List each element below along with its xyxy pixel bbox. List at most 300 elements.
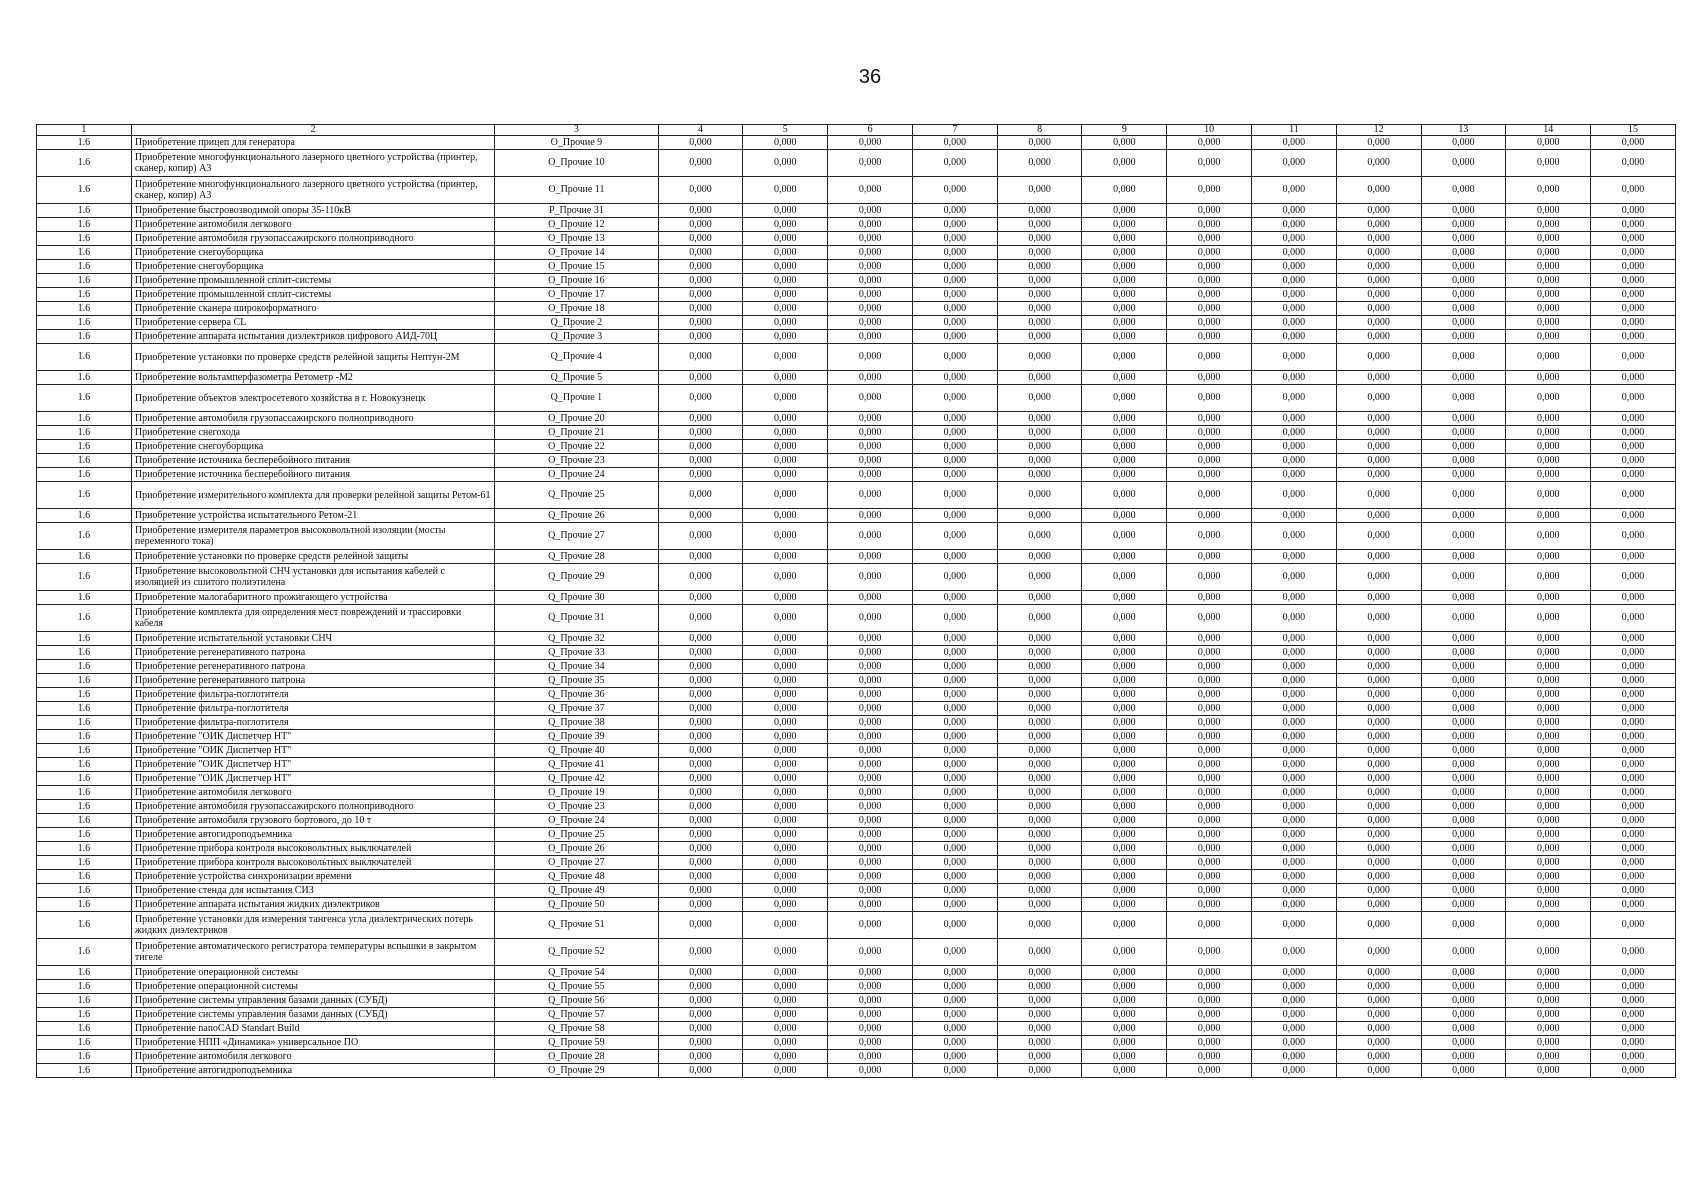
value-cell: 0,000 <box>828 716 913 730</box>
value-cell: 0,000 <box>1252 716 1337 730</box>
item-code-cell: О_Прочие 28 <box>495 1050 658 1064</box>
value-cell: 0,000 <box>743 814 828 828</box>
table-row <box>37 246 1676 260</box>
value-cell: 0,000 <box>997 218 1082 232</box>
item-code-cell: Q_Прочие 57 <box>495 1008 658 1022</box>
table-row <box>37 744 1676 758</box>
value-cell: 0,000 <box>1336 344 1421 371</box>
row-index-cell: 1.6 <box>37 218 132 232</box>
value-cell: 0,000 <box>743 884 828 898</box>
item-name-cell: Приобретение сервера CL <box>131 316 494 330</box>
value-cell: 0,000 <box>658 246 743 260</box>
table-row <box>37 274 1676 288</box>
value-cell: 0,000 <box>828 842 913 856</box>
item-name-cell: Приобретение устройства синхронизации времени <box>131 870 494 884</box>
value-cell: 0,000 <box>912 1064 997 1078</box>
value-cell: 0,000 <box>1506 1008 1591 1022</box>
value-cell: 0,000 <box>743 204 828 218</box>
value-cell: 0,000 <box>997 344 1082 371</box>
table-row <box>37 772 1676 786</box>
value-cell: 0,000 <box>1421 454 1506 468</box>
value-cell: 0,000 <box>1591 632 1676 646</box>
value-cell: 0,000 <box>1336 591 1421 605</box>
item-code-cell: О_Прочие 19 <box>495 786 658 800</box>
value-cell: 0,000 <box>1082 1050 1167 1064</box>
row-index-cell: 1.6 <box>37 884 132 898</box>
row-index-cell: 1.6 <box>37 980 132 994</box>
value-cell: 0,000 <box>1591 1008 1676 1022</box>
value-cell: 0,000 <box>828 1008 913 1022</box>
value-cell: 0,000 <box>1506 786 1591 800</box>
value-cell: 0,000 <box>743 371 828 385</box>
value-cell: 0,000 <box>1506 150 1591 177</box>
value-cell: 0,000 <box>1167 454 1252 468</box>
value-cell: 0,000 <box>1506 660 1591 674</box>
table-row <box>37 371 1676 385</box>
value-cell: 0,000 <box>1336 426 1421 440</box>
value-cell: 0,000 <box>658 385 743 412</box>
item-name-cell: Приобретение снегоуборщика <box>131 260 494 274</box>
item-code-cell: Q_Прочие 4 <box>495 344 658 371</box>
value-cell: 0,000 <box>1082 1022 1167 1036</box>
value-cell: 0,000 <box>1591 842 1676 856</box>
value-cell: 0,000 <box>997 371 1082 385</box>
value-cell: 0,000 <box>743 426 828 440</box>
value-cell: 0,000 <box>658 371 743 385</box>
item-name-cell: Приобретение комплекта для определения мест повреждений и трассировки кабеля <box>131 605 494 632</box>
value-cell: 0,000 <box>1336 274 1421 288</box>
value-cell: 0,000 <box>1336 939 1421 966</box>
value-cell: 0,000 <box>1336 758 1421 772</box>
row-index-cell: 1.6 <box>37 1036 132 1050</box>
value-cell: 0,000 <box>743 856 828 870</box>
value-cell: 0,000 <box>997 674 1082 688</box>
row-index-cell: 1.6 <box>37 1064 132 1078</box>
value-cell: 0,000 <box>1421 1008 1506 1022</box>
value-cell: 0,000 <box>658 454 743 468</box>
value-cell: 0,000 <box>1506 412 1591 426</box>
value-cell: 0,000 <box>1082 772 1167 786</box>
table-row <box>37 344 1676 371</box>
value-cell: 0,000 <box>743 716 828 730</box>
row-index-cell: 1.6 <box>37 842 132 856</box>
item-name-cell: Приобретение многофункционального лазерного цветного устройства (принтер, сканер, копир) А3 <box>131 177 494 204</box>
row-index-cell: 1.6 <box>37 344 132 371</box>
value-cell: 0,000 <box>658 674 743 688</box>
value-cell: 0,000 <box>997 468 1082 482</box>
value-cell: 0,000 <box>1336 564 1421 591</box>
value-cell: 0,000 <box>743 564 828 591</box>
value-cell: 0,000 <box>912 758 997 772</box>
value-cell: 0,000 <box>1421 288 1506 302</box>
value-cell: 0,000 <box>1336 482 1421 509</box>
value-cell: 0,000 <box>828 994 913 1008</box>
value-cell: 0,000 <box>997 454 1082 468</box>
value-cell: 0,000 <box>743 605 828 632</box>
item-name-cell: Приобретение снегохода <box>131 426 494 440</box>
value-cell: 0,000 <box>658 177 743 204</box>
item-code-cell: О_Прочие 20 <box>495 412 658 426</box>
value-cell: 0,000 <box>1082 884 1167 898</box>
value-cell: 0,000 <box>1421 994 1506 1008</box>
value-cell: 0,000 <box>828 744 913 758</box>
item-name-cell: Приобретение прибора контроля высоковольтных выключателей <box>131 856 494 870</box>
value-cell: 0,000 <box>912 898 997 912</box>
row-index-cell: 1.6 <box>37 828 132 842</box>
value-cell: 0,000 <box>743 632 828 646</box>
value-cell: 0,000 <box>1082 1064 1167 1078</box>
value-cell: 0,000 <box>1252 772 1337 786</box>
value-cell: 0,000 <box>1591 564 1676 591</box>
value-cell: 0,000 <box>658 688 743 702</box>
value-cell: 0,000 <box>1082 870 1167 884</box>
value-cell: 0,000 <box>1082 260 1167 274</box>
item-code-cell: Q_Прочие 50 <box>495 898 658 912</box>
value-cell: 0,000 <box>912 1008 997 1022</box>
item-code-cell: О_Прочие 23 <box>495 454 658 468</box>
value-cell: 0,000 <box>1167 136 1252 150</box>
value-cell: 0,000 <box>1167 523 1252 550</box>
table-row <box>37 412 1676 426</box>
value-cell: 0,000 <box>1591 150 1676 177</box>
value-cell: 0,000 <box>912 1036 997 1050</box>
table-row <box>37 468 1676 482</box>
column-header: 11 <box>1252 125 1337 136</box>
row-index-cell: 1.6 <box>37 856 132 870</box>
item-name-cell: Приобретение операционной системы <box>131 980 494 994</box>
value-cell: 0,000 <box>1421 426 1506 440</box>
value-cell: 0,000 <box>1167 288 1252 302</box>
value-cell: 0,000 <box>997 150 1082 177</box>
value-cell: 0,000 <box>1252 177 1337 204</box>
row-index-cell: 1.6 <box>37 454 132 468</box>
value-cell: 0,000 <box>1506 939 1591 966</box>
value-cell: 0,000 <box>1167 218 1252 232</box>
value-cell: 0,000 <box>828 246 913 260</box>
value-cell: 0,000 <box>997 730 1082 744</box>
value-cell: 0,000 <box>828 523 913 550</box>
value-cell: 0,000 <box>1336 856 1421 870</box>
value-cell: 0,000 <box>1082 426 1167 440</box>
value-cell: 0,000 <box>997 980 1082 994</box>
value-cell: 0,000 <box>997 660 1082 674</box>
value-cell: 0,000 <box>1591 856 1676 870</box>
value-cell: 0,000 <box>1336 150 1421 177</box>
value-cell: 0,000 <box>1506 591 1591 605</box>
value-cell: 0,000 <box>1336 1022 1421 1036</box>
value-cell: 0,000 <box>658 912 743 939</box>
value-cell: 0,000 <box>743 912 828 939</box>
value-cell: 0,000 <box>1167 980 1252 994</box>
value-cell: 0,000 <box>828 702 913 716</box>
value-cell: 0,000 <box>1421 646 1506 660</box>
value-cell: 0,000 <box>1252 980 1337 994</box>
table-row <box>37 994 1676 1008</box>
value-cell: 0,000 <box>1421 966 1506 980</box>
value-cell: 0,000 <box>743 1036 828 1050</box>
value-cell: 0,000 <box>1591 884 1676 898</box>
value-cell: 0,000 <box>1167 716 1252 730</box>
value-cell: 0,000 <box>1591 371 1676 385</box>
item-code-cell: О_Прочие 26 <box>495 842 658 856</box>
value-cell: 0,000 <box>1082 1036 1167 1050</box>
column-header: 4 <box>658 125 743 136</box>
table-row <box>37 288 1676 302</box>
value-cell: 0,000 <box>1082 468 1167 482</box>
value-cell: 0,000 <box>1506 246 1591 260</box>
item-name-cell: Приобретение автомобиля грузопассажирского полноприводного <box>131 412 494 426</box>
value-cell: 0,000 <box>1252 482 1337 509</box>
value-cell: 0,000 <box>743 316 828 330</box>
table-row <box>37 660 1676 674</box>
value-cell: 0,000 <box>1082 302 1167 316</box>
value-cell: 0,000 <box>1506 688 1591 702</box>
table-row <box>37 758 1676 772</box>
table-row <box>37 330 1676 344</box>
item-code-cell: Q_Прочие 34 <box>495 660 658 674</box>
value-cell: 0,000 <box>828 828 913 842</box>
item-code-cell: Q_Прочие 51 <box>495 912 658 939</box>
value-cell: 0,000 <box>1336 1008 1421 1022</box>
value-cell: 0,000 <box>1082 412 1167 426</box>
value-cell: 0,000 <box>912 912 997 939</box>
value-cell: 0,000 <box>1336 772 1421 786</box>
item-name-cell: Приобретение прибора контроля высоковольтных выключателей <box>131 842 494 856</box>
value-cell: 0,000 <box>912 426 997 440</box>
value-cell: 0,000 <box>912 800 997 814</box>
table-row <box>37 980 1676 994</box>
item-name-cell: Приобретение "ОИК Диспетчер НТ" <box>131 744 494 758</box>
value-cell: 0,000 <box>1252 632 1337 646</box>
value-cell: 0,000 <box>912 136 997 150</box>
value-cell: 0,000 <box>1421 800 1506 814</box>
value-cell: 0,000 <box>828 330 913 344</box>
value-cell: 0,000 <box>1082 523 1167 550</box>
value-cell: 0,000 <box>1421 744 1506 758</box>
value-cell: 0,000 <box>1252 939 1337 966</box>
value-cell: 0,000 <box>658 509 743 523</box>
value-cell: 0,000 <box>1082 204 1167 218</box>
item-name-cell: Приобретение автомобиля легкового <box>131 1050 494 1064</box>
value-cell: 0,000 <box>1252 646 1337 660</box>
value-cell: 0,000 <box>1167 744 1252 758</box>
value-cell: 0,000 <box>1167 632 1252 646</box>
table-row <box>37 1036 1676 1050</box>
column-header: 14 <box>1506 125 1591 136</box>
value-cell: 0,000 <box>912 177 997 204</box>
table-row <box>37 1050 1676 1064</box>
value-cell: 0,000 <box>997 330 1082 344</box>
value-cell: 0,000 <box>1336 884 1421 898</box>
item-code-cell: Q_Прочие 28 <box>495 550 658 564</box>
value-cell: 0,000 <box>658 730 743 744</box>
column-header: 9 <box>1082 125 1167 136</box>
value-cell: 0,000 <box>828 1064 913 1078</box>
value-cell: 0,000 <box>912 856 997 870</box>
item-code-cell: О_Прочие 14 <box>495 246 658 260</box>
value-cell: 0,000 <box>1421 371 1506 385</box>
value-cell: 0,000 <box>1421 385 1506 412</box>
value-cell: 0,000 <box>1167 966 1252 980</box>
value-cell: 0,000 <box>997 523 1082 550</box>
table-row <box>37 509 1676 523</box>
column-header: 3 <box>495 125 658 136</box>
value-cell: 0,000 <box>658 994 743 1008</box>
value-cell: 0,000 <box>658 591 743 605</box>
value-cell: 0,000 <box>1336 660 1421 674</box>
value-cell: 0,000 <box>743 758 828 772</box>
value-cell: 0,000 <box>828 177 913 204</box>
value-cell: 0,000 <box>912 1022 997 1036</box>
value-cell: 0,000 <box>743 1050 828 1064</box>
item-code-cell: Q_Прочие 29 <box>495 564 658 591</box>
value-cell: 0,000 <box>1082 912 1167 939</box>
value-cell: 0,000 <box>1167 688 1252 702</box>
table-row <box>37 426 1676 440</box>
value-cell: 0,000 <box>743 440 828 454</box>
value-cell: 0,000 <box>1591 288 1676 302</box>
value-cell: 0,000 <box>1336 468 1421 482</box>
value-cell: 0,000 <box>1252 1008 1337 1022</box>
row-index-cell: 1.6 <box>37 730 132 744</box>
value-cell: 0,000 <box>997 412 1082 426</box>
row-index-cell: 1.6 <box>37 468 132 482</box>
value-cell: 0,000 <box>1167 828 1252 842</box>
value-cell: 0,000 <box>1082 605 1167 632</box>
item-name-cell: Приобретение быстровозводимой опоры 35-110кВ <box>131 204 494 218</box>
investment-table <box>36 124 1676 1078</box>
value-cell: 0,000 <box>912 772 997 786</box>
value-cell: 0,000 <box>1082 730 1167 744</box>
column-header: 1 <box>37 125 132 136</box>
value-cell: 0,000 <box>1082 646 1167 660</box>
value-cell: 0,000 <box>743 966 828 980</box>
value-cell: 0,000 <box>1167 385 1252 412</box>
value-cell: 0,000 <box>1082 454 1167 468</box>
value-cell: 0,000 <box>658 966 743 980</box>
value-cell: 0,000 <box>743 344 828 371</box>
value-cell: 0,000 <box>658 482 743 509</box>
value-cell: 0,000 <box>997 274 1082 288</box>
value-cell: 0,000 <box>1506 454 1591 468</box>
value-cell: 0,000 <box>1252 246 1337 260</box>
value-cell: 0,000 <box>658 744 743 758</box>
value-cell: 0,000 <box>1421 246 1506 260</box>
value-cell: 0,000 <box>1506 800 1591 814</box>
item-code-cell: О_Прочие 13 <box>495 232 658 246</box>
value-cell: 0,000 <box>1252 385 1337 412</box>
value-cell: 0,000 <box>658 1036 743 1050</box>
item-code-cell: О_Прочие 17 <box>495 288 658 302</box>
table-row <box>37 828 1676 842</box>
value-cell: 0,000 <box>1421 939 1506 966</box>
value-cell: 0,000 <box>1167 842 1252 856</box>
item-code-cell: Q_Прочие 1 <box>495 385 658 412</box>
value-cell: 0,000 <box>1336 385 1421 412</box>
item-name-cell: Приобретение прицеп для генератора <box>131 136 494 150</box>
value-cell: 0,000 <box>1336 316 1421 330</box>
value-cell: 0,000 <box>912 204 997 218</box>
item-name-cell: Приобретение "ОИК Диспетчер НТ" <box>131 758 494 772</box>
value-cell: 0,000 <box>658 302 743 316</box>
value-cell: 0,000 <box>1591 591 1676 605</box>
value-cell: 0,000 <box>912 330 997 344</box>
value-cell: 0,000 <box>1506 232 1591 246</box>
value-cell: 0,000 <box>828 385 913 412</box>
item-name-cell: Приобретение автомобиля грузопассажирского полноприводного <box>131 232 494 246</box>
value-cell: 0,000 <box>1167 870 1252 884</box>
value-cell: 0,000 <box>912 660 997 674</box>
value-cell: 0,000 <box>912 468 997 482</box>
value-cell: 0,000 <box>743 177 828 204</box>
value-cell: 0,000 <box>1082 702 1167 716</box>
item-code-cell: Q_Прочие 25 <box>495 482 658 509</box>
value-cell: 0,000 <box>912 870 997 884</box>
value-cell: 0,000 <box>1591 344 1676 371</box>
item-code-cell: Q_Прочие 27 <box>495 523 658 550</box>
value-cell: 0,000 <box>912 412 997 426</box>
table-row <box>37 150 1676 177</box>
value-cell: 0,000 <box>1252 660 1337 674</box>
value-cell: 0,000 <box>1336 371 1421 385</box>
column-header: 7 <box>912 125 997 136</box>
value-cell: 0,000 <box>658 150 743 177</box>
value-cell: 0,000 <box>1506 605 1591 632</box>
value-cell: 0,000 <box>912 564 997 591</box>
value-cell: 0,000 <box>828 218 913 232</box>
item-code-cell: Q_Прочие 31 <box>495 605 658 632</box>
column-header: 5 <box>743 125 828 136</box>
value-cell: 0,000 <box>1252 912 1337 939</box>
table-row <box>37 260 1676 274</box>
row-index-cell: 1.6 <box>37 330 132 344</box>
item-code-cell: Q_Прочие 32 <box>495 632 658 646</box>
value-cell: 0,000 <box>1506 426 1591 440</box>
value-cell: 0,000 <box>1421 1064 1506 1078</box>
value-cell: 0,000 <box>1252 509 1337 523</box>
value-cell: 0,000 <box>1591 800 1676 814</box>
value-cell: 0,000 <box>1506 730 1591 744</box>
value-cell: 0,000 <box>658 646 743 660</box>
value-cell: 0,000 <box>1336 260 1421 274</box>
value-cell: 0,000 <box>1082 371 1167 385</box>
value-cell: 0,000 <box>1421 758 1506 772</box>
value-cell: 0,000 <box>1591 523 1676 550</box>
value-cell: 0,000 <box>1421 302 1506 316</box>
value-cell: 0,000 <box>912 454 997 468</box>
row-index-cell: 1.6 <box>37 772 132 786</box>
value-cell: 0,000 <box>1506 482 1591 509</box>
table-row <box>37 730 1676 744</box>
row-index-cell: 1.6 <box>37 288 132 302</box>
row-index-cell: 1.6 <box>37 674 132 688</box>
value-cell: 0,000 <box>912 523 997 550</box>
value-cell: 0,000 <box>1591 980 1676 994</box>
value-cell: 0,000 <box>1421 177 1506 204</box>
value-cell: 0,000 <box>1506 702 1591 716</box>
row-index-cell: 1.6 <box>37 177 132 204</box>
value-cell: 0,000 <box>1252 688 1337 702</box>
table-row <box>37 1064 1676 1078</box>
value-cell: 0,000 <box>1336 688 1421 702</box>
item-name-cell: Приобретение аппарата испытания диэлектриков цифрового АИД-70Ц <box>131 330 494 344</box>
value-cell: 0,000 <box>997 288 1082 302</box>
value-cell: 0,000 <box>1252 842 1337 856</box>
value-cell: 0,000 <box>1421 523 1506 550</box>
item-code-cell: Q_Прочие 42 <box>495 772 658 786</box>
table-row <box>37 632 1676 646</box>
row-index-cell: 1.6 <box>37 523 132 550</box>
